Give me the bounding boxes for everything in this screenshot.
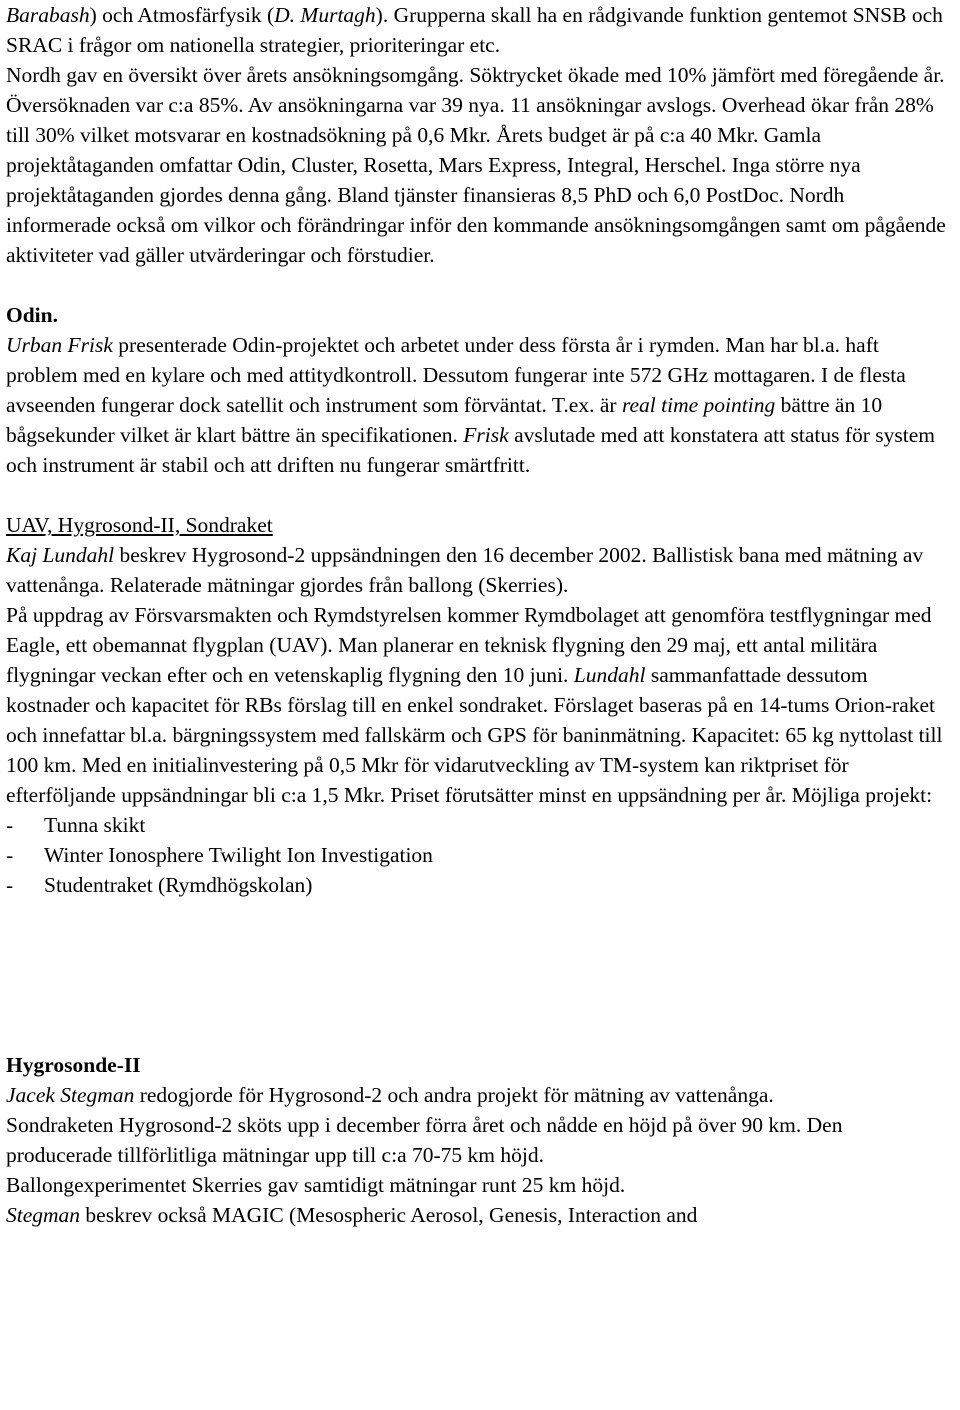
list-item: - Winter Ionosphere Twilight Ion Investigation <box>6 840 950 870</box>
term-real-time-pointing: real time pointing <box>621 393 776 417</box>
spacer <box>6 270 950 300</box>
spacer <box>6 480 950 510</box>
name-kaj-lundahl: Kaj Lundahl <box>6 543 115 567</box>
uav-paragraph-2: På uppdrag av Försvarsmakten och Rymdstyrelsen kommer Rymdbolaget att genomföra testflygningar med Eagle, ett obemannat flygplan (UAV). Man planerar en teknisk flygning den 29 maj, ett antal militära flygningar veckan efter och en vetenskaplig flygning den 10 juni. Lundahl sammanfattade dessutom kostnader och kapacitet för RBs förslag till en enkel sondraket. Förslaget baseras på en 14-tums Orion-raket och innefattar bl.a. bärgningssystem med fallskärm och GPS för baninmätning. Kapacitet: 65 kg nyttolast till 100 km. Med en initialinvestering på 0,5 Mkr för vidarutveckling av TM-system kan riktpriset för efterföljande uppsändningar bli c:a 1,5 Mkr. Priset förutsätter minst en uppsändning per år. Möjliga projekt: <box>6 603 943 807</box>
uav-paragraph-1: Kaj Lundahl beskrev Hygrosond-2 uppsändningen den 16 december 2002. Ballistisk bana med mätning av vattenånga. Relaterade mätningar gjordes från ballong (Skerries). <box>6 543 924 597</box>
spacer <box>6 900 950 1050</box>
name-frisk: Frisk <box>463 423 509 447</box>
odin-heading: Odin. <box>6 303 58 327</box>
list-item: - Studentraket (Rymdhögskolan) <box>6 870 950 900</box>
odin-paragraph: Urban Frisk presenterade Odin-projektet och arbetet under dess första år i rymden. Man har bl.a. haft problem med en kylare och med attitydkontroll. Dessutom fungerar inte 572 GHz mottagaren. I de flesta avseenden fungerar dock satellit och instrument som förväntat. T.ex. är real time pointing bättre än 10 bågsekunder vilket är klart bättre än specifikationen. Frisk avslutade med att konstatera att status för system och instrument är stabil och att driften nu fungerar smärtfritt. <box>6 333 935 477</box>
name-stegman: Stegman <box>6 1203 81 1227</box>
hygro-paragraph: Jacek Stegman redogjorde för Hygrosond-2 och andra projekt för mätning av vattenånga. Sondraketen Hygrosond-2 sköts upp i december förra året och nådde en höjd på över 90 km. Den producerade tillförlitliga mätningar upp till c:a 70-75 km höjd. Ballongexperimentet Skerries gav samtidigt mätningar runt 25 km höjd. Stegman beskrev också MAGIC (Mesospheric Aerosol, Genesis, Interaction and <box>6 1083 843 1227</box>
name-barabash: Barabash <box>6 3 90 27</box>
name-urban-frisk: Urban Frisk <box>6 333 113 357</box>
intro-paragraph: Barabash) och Atmosfärfysik (D. Murtagh). Grupperna skall ha en rådgivande funktion gentemot SNSB och SRAC i frågor om nationella strategier, prioriteringar etc. Nordh gav en översikt över årets ansökningsomgång. Söktrycket ökade med 10% jämfört med föregående år. Översöknaden var c:a 85%. Av ansökningarna var 39 nya. 11 ansökningar avslogs. Overhead ökar från 28% till 30% vilket motsvarar en kostnadsökning på 0,6 Mkr. Årets budget är på c:a 40 Mkr. Gamla projektåtaganden omfattar Odin, Cluster, Rosetta, Mars Express, Integral, Herschel. Inga större nya projektåtaganden gjordes denna gång. Bland tjänster finansieras 8,5 PhD och 6,0 PostDoc. Nordh informerade också om vilkor och förändringar inför den kommande ansökningsomgången samt om pågående aktiviteter vad gäller utvärderingar och förstudier. <box>6 3 946 267</box>
hygrosonde-heading: Hygrosonde-II <box>6 1053 141 1077</box>
name-lundahl: Lundahl <box>573 663 646 687</box>
name-murtagh: D. Murtagh <box>274 3 376 27</box>
name-jacek-stegman: Jacek Stegman <box>6 1083 135 1107</box>
project-list <box>6 810 950 900</box>
uav-heading: UAV, Hygrosond-II, Sondraket <box>6 513 273 537</box>
nordh-overview-text: Nordh gav en översikt över årets ansökningsomgång. Söktrycket ökade med 10% jämfört med föregående år. Översöknaden var c:a 85%. Av ansökningarna var 39 nya. 11 ansökningar avslogs. Overhead ökar från 28% till 30% vilket motsvarar en kostnadsökning på 0,6 Mkr. Årets budget är på c:a 40 Mkr. Gamla projektåtaganden omfattar Odin, Cluster, Rosetta, Mars Express, Integral, Herschel. Inga större nya projektåtaganden gjordes denna gång. Bland tjänster finansieras 8,5 PhD och 6,0 PostDoc. Nordh informerade också om vilkor och förändringar inför den kommande ansökningsomgången samt om pågående aktiviteter vad gäller utvärderingar och förstudier. <box>6 63 946 267</box>
list-item: - Tunna skikt <box>6 810 950 840</box>
